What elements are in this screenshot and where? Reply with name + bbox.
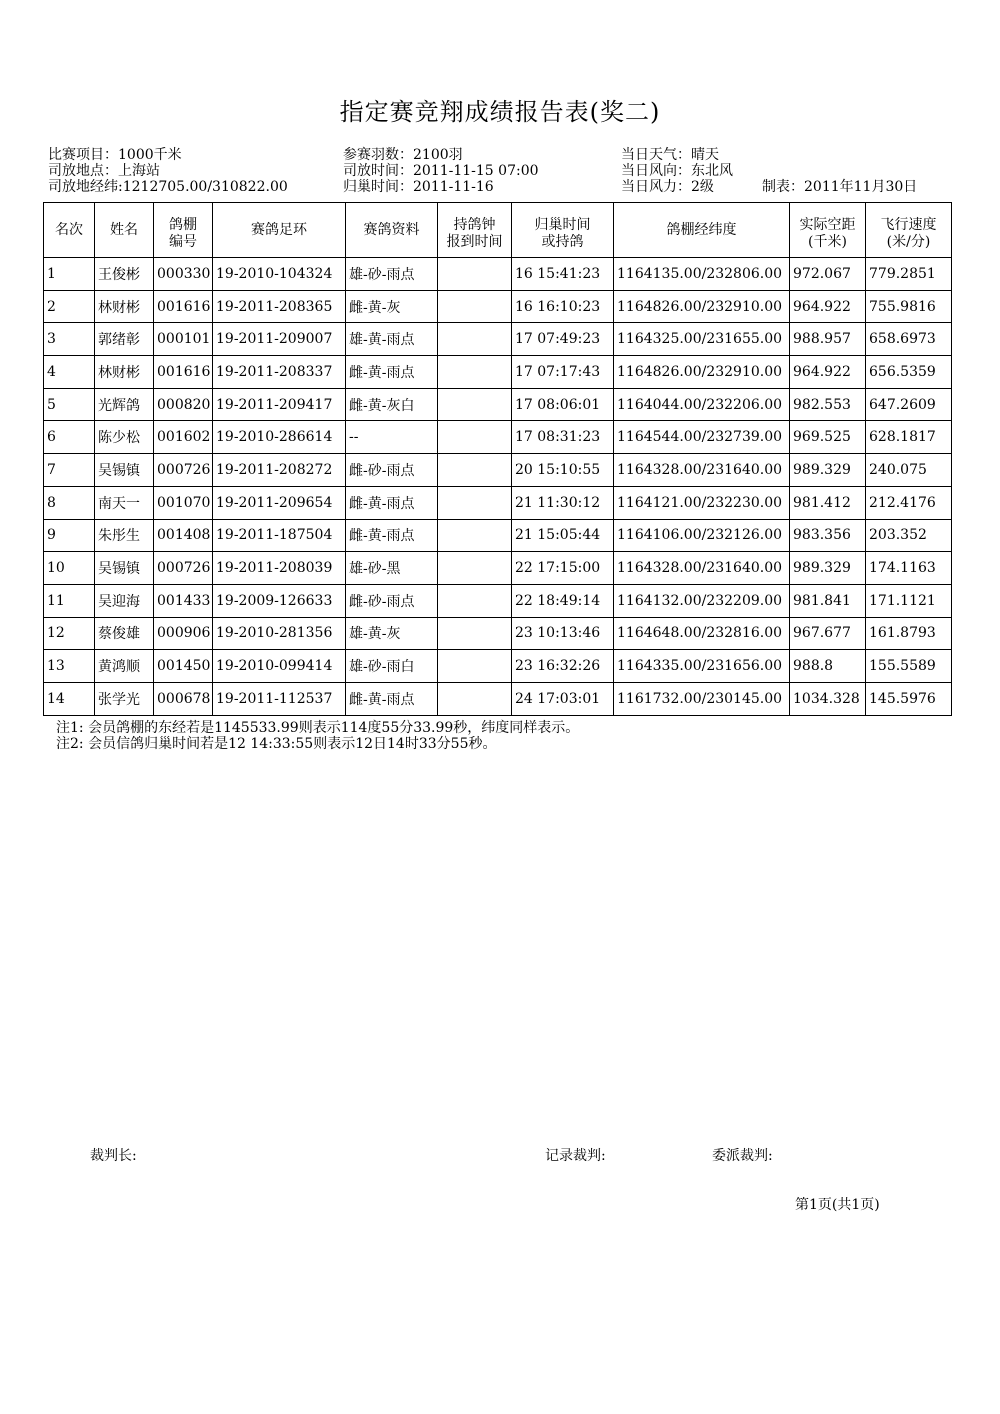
bird-info-cell: 雄-砂-雨白 bbox=[346, 650, 438, 683]
name-cell: 吴锡镇 bbox=[95, 454, 154, 487]
name-cell: 黄鸿顺 bbox=[95, 650, 154, 683]
column-header: 赛鸽足环 bbox=[213, 203, 346, 258]
speed-cell: 161.8793 bbox=[866, 617, 952, 650]
bird-info-cell: 雌-黄-雨点 bbox=[346, 486, 438, 519]
rank-cell: 3 bbox=[44, 323, 95, 356]
bird-info-cell: 雄-砂-雨点 bbox=[346, 258, 438, 291]
speed-cell: 171.1121 bbox=[866, 584, 952, 617]
speed-cell: 779.2851 bbox=[866, 258, 952, 291]
clock-time-cell bbox=[438, 650, 512, 683]
return-time-cell: 23 10:13:46 bbox=[512, 617, 614, 650]
table-row bbox=[44, 617, 952, 650]
bird-info-cell: 雌-黄-雨点 bbox=[346, 682, 438, 715]
speed-cell: 628.1817 bbox=[866, 421, 952, 454]
rank-cell: 9 bbox=[44, 519, 95, 552]
table-row bbox=[44, 356, 952, 389]
table-row bbox=[44, 290, 952, 323]
ring-cell: 19-2010-104324 bbox=[213, 258, 346, 291]
loft-id-cell: 001433 bbox=[154, 584, 213, 617]
info-release-place: 司放地点：上海站 bbox=[48, 163, 160, 179]
delegate-referee-label: 委派裁判: bbox=[712, 1148, 773, 1164]
clock-time-cell bbox=[438, 258, 512, 291]
table-row bbox=[44, 682, 952, 715]
rank-cell: 10 bbox=[44, 552, 95, 585]
clock-time-cell bbox=[438, 421, 512, 454]
distance-cell: 989.329 bbox=[790, 552, 866, 585]
table-body bbox=[44, 258, 952, 716]
loft-id-cell: 001602 bbox=[154, 421, 213, 454]
name-cell: 陈少松 bbox=[95, 421, 154, 454]
coords-cell: 1164044.00/232206.00 bbox=[614, 388, 790, 421]
return-time-cell: 24 17:03:01 bbox=[512, 682, 614, 715]
speed-cell: 212.4176 bbox=[866, 486, 952, 519]
coords-cell: 1164135.00/232806.00 bbox=[614, 258, 790, 291]
distance-cell: 972.067 bbox=[790, 258, 866, 291]
loft-id-cell: 001408 bbox=[154, 519, 213, 552]
coords-cell: 1164325.00/231655.00 bbox=[614, 323, 790, 356]
distance-cell: 981.841 bbox=[790, 584, 866, 617]
info-return-time: 归巢时间：2011-11-16 bbox=[343, 179, 494, 195]
ring-cell: 19-2011-208272 bbox=[213, 454, 346, 487]
coords-cell: 1164826.00/232910.00 bbox=[614, 290, 790, 323]
return-time-cell: 17 07:17:43 bbox=[512, 356, 614, 389]
loft-id-cell: 000101 bbox=[154, 323, 213, 356]
info-column-2 bbox=[343, 147, 539, 195]
distance-cell: 988.957 bbox=[790, 323, 866, 356]
info-wind-force: 当日风力：2级 bbox=[621, 179, 714, 195]
rank-cell: 1 bbox=[44, 258, 95, 291]
return-time-cell: 21 11:30:12 bbox=[512, 486, 614, 519]
bird-info-cell: 雌-黄-灰白 bbox=[346, 388, 438, 421]
return-time-cell: 17 08:31:23 bbox=[512, 421, 614, 454]
made-by-date: 制表：2011年11月30日 bbox=[762, 179, 918, 195]
info-column-1 bbox=[48, 147, 288, 195]
rank-cell: 5 bbox=[44, 388, 95, 421]
return-time-cell: 21 15:05:44 bbox=[512, 519, 614, 552]
rank-cell: 7 bbox=[44, 454, 95, 487]
ring-cell: 19-2010-099414 bbox=[213, 650, 346, 683]
coords-cell: 1161732.00/230145.00 bbox=[614, 682, 790, 715]
loft-id-cell: 000726 bbox=[154, 552, 213, 585]
bird-info-cell: -- bbox=[346, 421, 438, 454]
name-cell: 蔡俊雄 bbox=[95, 617, 154, 650]
column-header: 实际空距 (千米) bbox=[790, 203, 866, 258]
bird-info-cell: 雄-黄-雨点 bbox=[346, 323, 438, 356]
rank-cell: 8 bbox=[44, 486, 95, 519]
return-time-cell: 16 16:10:23 bbox=[512, 290, 614, 323]
loft-id-cell: 000330 bbox=[154, 258, 213, 291]
column-header: 飞行速度 (米/分) bbox=[866, 203, 952, 258]
recorder-referee-label: 记录裁判: bbox=[545, 1148, 606, 1164]
coords-cell: 1164106.00/232126.00 bbox=[614, 519, 790, 552]
note-1: 注1: 会员鸽棚的东经若是1145533.99则表示114度55分33.99秒，纬度同样表示。 bbox=[56, 720, 580, 736]
info-release-time: 司放时间：2011-11-15 07:00 bbox=[343, 163, 539, 179]
speed-cell: 658.6973 bbox=[866, 323, 952, 356]
ring-cell: 19-2009-126633 bbox=[213, 584, 346, 617]
column-header: 鸽棚 编号 bbox=[154, 203, 213, 258]
bird-info-cell: 雌-黄-雨点 bbox=[346, 356, 438, 389]
clock-time-cell bbox=[438, 388, 512, 421]
clock-time-cell bbox=[438, 323, 512, 356]
rank-cell: 11 bbox=[44, 584, 95, 617]
distance-cell: 983.356 bbox=[790, 519, 866, 552]
column-header: 鸽棚经纬度 bbox=[614, 203, 790, 258]
loft-id-cell: 000820 bbox=[154, 388, 213, 421]
info-weather: 当日天气：晴天 bbox=[621, 147, 719, 163]
table-row bbox=[44, 323, 952, 356]
column-header: 赛鸽资料 bbox=[346, 203, 438, 258]
distance-cell: 969.525 bbox=[790, 421, 866, 454]
ring-cell: 19-2011-187504 bbox=[213, 519, 346, 552]
name-cell: 张学光 bbox=[95, 682, 154, 715]
chief-referee-label: 裁判长: bbox=[90, 1148, 137, 1164]
clock-time-cell bbox=[438, 552, 512, 585]
coords-cell: 1164121.00/232230.00 bbox=[614, 486, 790, 519]
ring-cell: 19-2010-286614 bbox=[213, 421, 346, 454]
name-cell: 吴迎海 bbox=[95, 584, 154, 617]
results-table bbox=[43, 202, 952, 716]
ring-cell: 19-2011-208365 bbox=[213, 290, 346, 323]
distance-cell: 989.329 bbox=[790, 454, 866, 487]
rank-cell: 14 bbox=[44, 682, 95, 715]
distance-cell: 988.8 bbox=[790, 650, 866, 683]
clock-time-cell bbox=[438, 454, 512, 487]
bird-info-cell: 雌-砂-雨点 bbox=[346, 584, 438, 617]
name-cell: 林财彬 bbox=[95, 290, 154, 323]
bird-info-cell: 雌-砂-雨点 bbox=[346, 454, 438, 487]
table-header-row bbox=[44, 203, 952, 258]
ring-cell: 19-2010-281356 bbox=[213, 617, 346, 650]
clock-time-cell bbox=[438, 519, 512, 552]
distance-cell: 981.412 bbox=[790, 486, 866, 519]
name-cell: 郭绪彰 bbox=[95, 323, 154, 356]
ring-cell: 19-2011-209654 bbox=[213, 486, 346, 519]
return-time-cell: 22 17:15:00 bbox=[512, 552, 614, 585]
return-time-cell: 20 15:10:55 bbox=[512, 454, 614, 487]
clock-time-cell bbox=[438, 486, 512, 519]
clock-time-cell bbox=[438, 584, 512, 617]
speed-cell: 155.5589 bbox=[866, 650, 952, 683]
table-row bbox=[44, 421, 952, 454]
return-time-cell: 17 07:49:23 bbox=[512, 323, 614, 356]
note-2: 注2: 会员信鸽归巢时间若是12 14:33:55则表示12日14时33分55秒。 bbox=[56, 736, 497, 752]
ring-cell: 19-2011-208039 bbox=[213, 552, 346, 585]
ring-cell: 19-2011-209417 bbox=[213, 388, 346, 421]
loft-id-cell: 000906 bbox=[154, 617, 213, 650]
bird-info-cell: 雄-黄-灰 bbox=[346, 617, 438, 650]
page-number: 第1页(共1页) bbox=[795, 1197, 880, 1213]
speed-cell: 755.9816 bbox=[866, 290, 952, 323]
table-row bbox=[44, 454, 952, 487]
rank-cell: 4 bbox=[44, 356, 95, 389]
rank-cell: 13 bbox=[44, 650, 95, 683]
ring-cell: 19-2011-112537 bbox=[213, 682, 346, 715]
coords-cell: 1164826.00/232910.00 bbox=[614, 356, 790, 389]
name-cell: 林财彬 bbox=[95, 356, 154, 389]
distance-cell: 1034.328 bbox=[790, 682, 866, 715]
table-row bbox=[44, 584, 952, 617]
return-time-cell: 16 15:41:23 bbox=[512, 258, 614, 291]
column-header: 名次 bbox=[44, 203, 95, 258]
distance-cell: 964.922 bbox=[790, 290, 866, 323]
name-cell: 王俊彬 bbox=[95, 258, 154, 291]
bird-info-cell: 雄-砂-黑 bbox=[346, 552, 438, 585]
table-row bbox=[44, 258, 952, 291]
speed-cell: 203.352 bbox=[866, 519, 952, 552]
info-wind-direction: 当日风向：东北风 bbox=[621, 163, 733, 179]
info-race-item: 比赛项目：1000千米 bbox=[48, 147, 182, 163]
info-entry-count: 参赛羽数：2100羽 bbox=[343, 147, 463, 163]
speed-cell: 656.5359 bbox=[866, 356, 952, 389]
clock-time-cell bbox=[438, 290, 512, 323]
bird-info-cell: 雌-黄-雨点 bbox=[346, 519, 438, 552]
info-release-coords: 司放地经纬:1212705.00/310822.00 bbox=[48, 179, 288, 195]
loft-id-cell: 000678 bbox=[154, 682, 213, 715]
loft-id-cell: 001070 bbox=[154, 486, 213, 519]
rank-cell: 2 bbox=[44, 290, 95, 323]
coords-cell: 1164648.00/232816.00 bbox=[614, 617, 790, 650]
coords-cell: 1164132.00/232209.00 bbox=[614, 584, 790, 617]
speed-cell: 145.5976 bbox=[866, 682, 952, 715]
coords-cell: 1164335.00/231656.00 bbox=[614, 650, 790, 683]
distance-cell: 964.922 bbox=[790, 356, 866, 389]
distance-cell: 982.553 bbox=[790, 388, 866, 421]
ring-cell: 19-2011-208337 bbox=[213, 356, 346, 389]
table-row bbox=[44, 552, 952, 585]
bird-info-cell: 雌-黄-灰 bbox=[346, 290, 438, 323]
speed-cell: 174.1163 bbox=[866, 552, 952, 585]
clock-time-cell bbox=[438, 617, 512, 650]
name-cell: 南天一 bbox=[95, 486, 154, 519]
notes bbox=[56, 720, 579, 752]
name-cell: 光辉鸽 bbox=[95, 388, 154, 421]
clock-time-cell bbox=[438, 356, 512, 389]
coords-cell: 1164328.00/231640.00 bbox=[614, 552, 790, 585]
column-header: 归巢时间 或持鸽 bbox=[512, 203, 614, 258]
coords-cell: 1164544.00/232739.00 bbox=[614, 421, 790, 454]
rank-cell: 12 bbox=[44, 617, 95, 650]
coords-cell: 1164328.00/231640.00 bbox=[614, 454, 790, 487]
table-row bbox=[44, 519, 952, 552]
rank-cell: 6 bbox=[44, 421, 95, 454]
clock-time-cell bbox=[438, 682, 512, 715]
loft-id-cell: 001450 bbox=[154, 650, 213, 683]
name-cell: 朱彤生 bbox=[95, 519, 154, 552]
ring-cell: 19-2011-209007 bbox=[213, 323, 346, 356]
table-row bbox=[44, 650, 952, 683]
return-time-cell: 17 08:06:01 bbox=[512, 388, 614, 421]
info-column-3 bbox=[621, 147, 733, 195]
speed-cell: 647.2609 bbox=[866, 388, 952, 421]
loft-id-cell: 001616 bbox=[154, 290, 213, 323]
return-time-cell: 23 16:32:26 bbox=[512, 650, 614, 683]
speed-cell: 240.075 bbox=[866, 454, 952, 487]
loft-id-cell: 001616 bbox=[154, 356, 213, 389]
table-row bbox=[44, 388, 952, 421]
return-time-cell: 22 18:49:14 bbox=[512, 584, 614, 617]
name-cell: 吴锡镇 bbox=[95, 552, 154, 585]
distance-cell: 967.677 bbox=[790, 617, 866, 650]
report-title: 指定赛竞翔成绩报告表(奖二) bbox=[339, 98, 661, 126]
column-header: 姓名 bbox=[95, 203, 154, 258]
loft-id-cell: 000726 bbox=[154, 454, 213, 487]
table-row bbox=[44, 486, 952, 519]
column-header: 持鸽钟 报到时间 bbox=[438, 203, 512, 258]
